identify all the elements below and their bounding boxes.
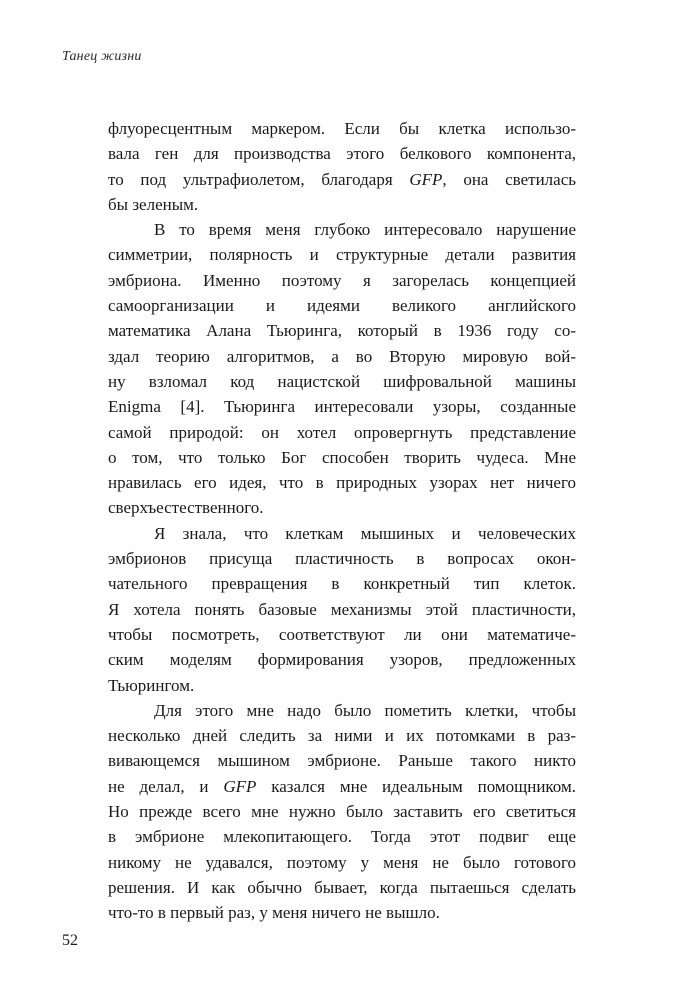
text-line: В то время меня глубоко интересовало нарушение (154, 220, 576, 240)
text-line: нравилась его идея, что в природных узорах нет ничего (108, 473, 576, 493)
text-line: вала ген для производства этого белкового компонента, (108, 144, 576, 164)
running-head: Танец жизни (62, 49, 142, 64)
text-line: Я хотела понять базовые механизмы этой пластичности, (108, 599, 576, 619)
text-line: никому не удавался, поэтому у меня не было готового (108, 852, 576, 872)
text-line: самой природой: он хотел опровергнуть представление (108, 422, 576, 442)
text-line: здал теорию алгоритмов, а во Вторую мировую вой- (108, 346, 576, 366)
text-line: эмбриона. Именно поэтому я загорелась концепцией (108, 270, 576, 290)
text-line: Enigma [4]. Тьюринга интересовали узоры, созданные (108, 397, 576, 417)
text-line: самоорганизации и идеями великого английского (108, 296, 576, 316)
text-line: математика Алана Тьюринга, который в 1936 году со- (108, 321, 576, 341)
text-line: чтобы посмотреть, соответствуют ли они математиче- (108, 624, 576, 644)
text-line: решения. И как обычно бывает, когда пытаешься сделать (108, 877, 576, 897)
text-line: Для этого мне надо было пометить клетки, чтобы (154, 700, 576, 720)
body-text (108, 116, 576, 926)
text-line: несколько дней следить за ними и их потомками в раз- (108, 726, 576, 746)
text-line: Тьюрингом. (108, 675, 195, 695)
text-line: флуоресцентным маркером. Если бы клетка использо- (108, 119, 576, 138)
text-line: вивающемся мышином эмбрионе. Раньше такого никто (108, 751, 576, 771)
page-number: 52 (62, 932, 78, 949)
text-line: что-то в первый раз, у меня ничего не вышло. (108, 903, 440, 923)
text-line: ну взломал код нацистской шифровальной машины (108, 371, 576, 391)
text-line: эмбрионов присуща пластичность в вопросах окон- (108, 549, 576, 569)
text-line: о том, что только Бог способен творить чудеса. Мне (108, 447, 576, 467)
text-line: в эмбрионе млекопитающего. Тогда этот подвиг еще (108, 827, 576, 847)
text-line: бы зеленым. (108, 194, 199, 214)
text-line: ским моделям формирования узоров, предложенных (108, 650, 576, 670)
text-line: сверхъестественного. (108, 498, 264, 518)
text-line: Но прежде всего мне нужно было заставить его светиться (108, 802, 576, 822)
text-line: то под ультрафиолетом, благодаря GFP, она светилась (108, 169, 577, 189)
text-line: не делал, и GFP казался мне идеальным помощником. (108, 776, 576, 796)
text-line: Я знала, что клеткам мышиных и человеческих (154, 523, 576, 543)
text-line: чательного превращения в конкретный тип клеток. (108, 574, 576, 594)
text-line: симметрии, полярность и структурные детали развития (108, 245, 576, 265)
